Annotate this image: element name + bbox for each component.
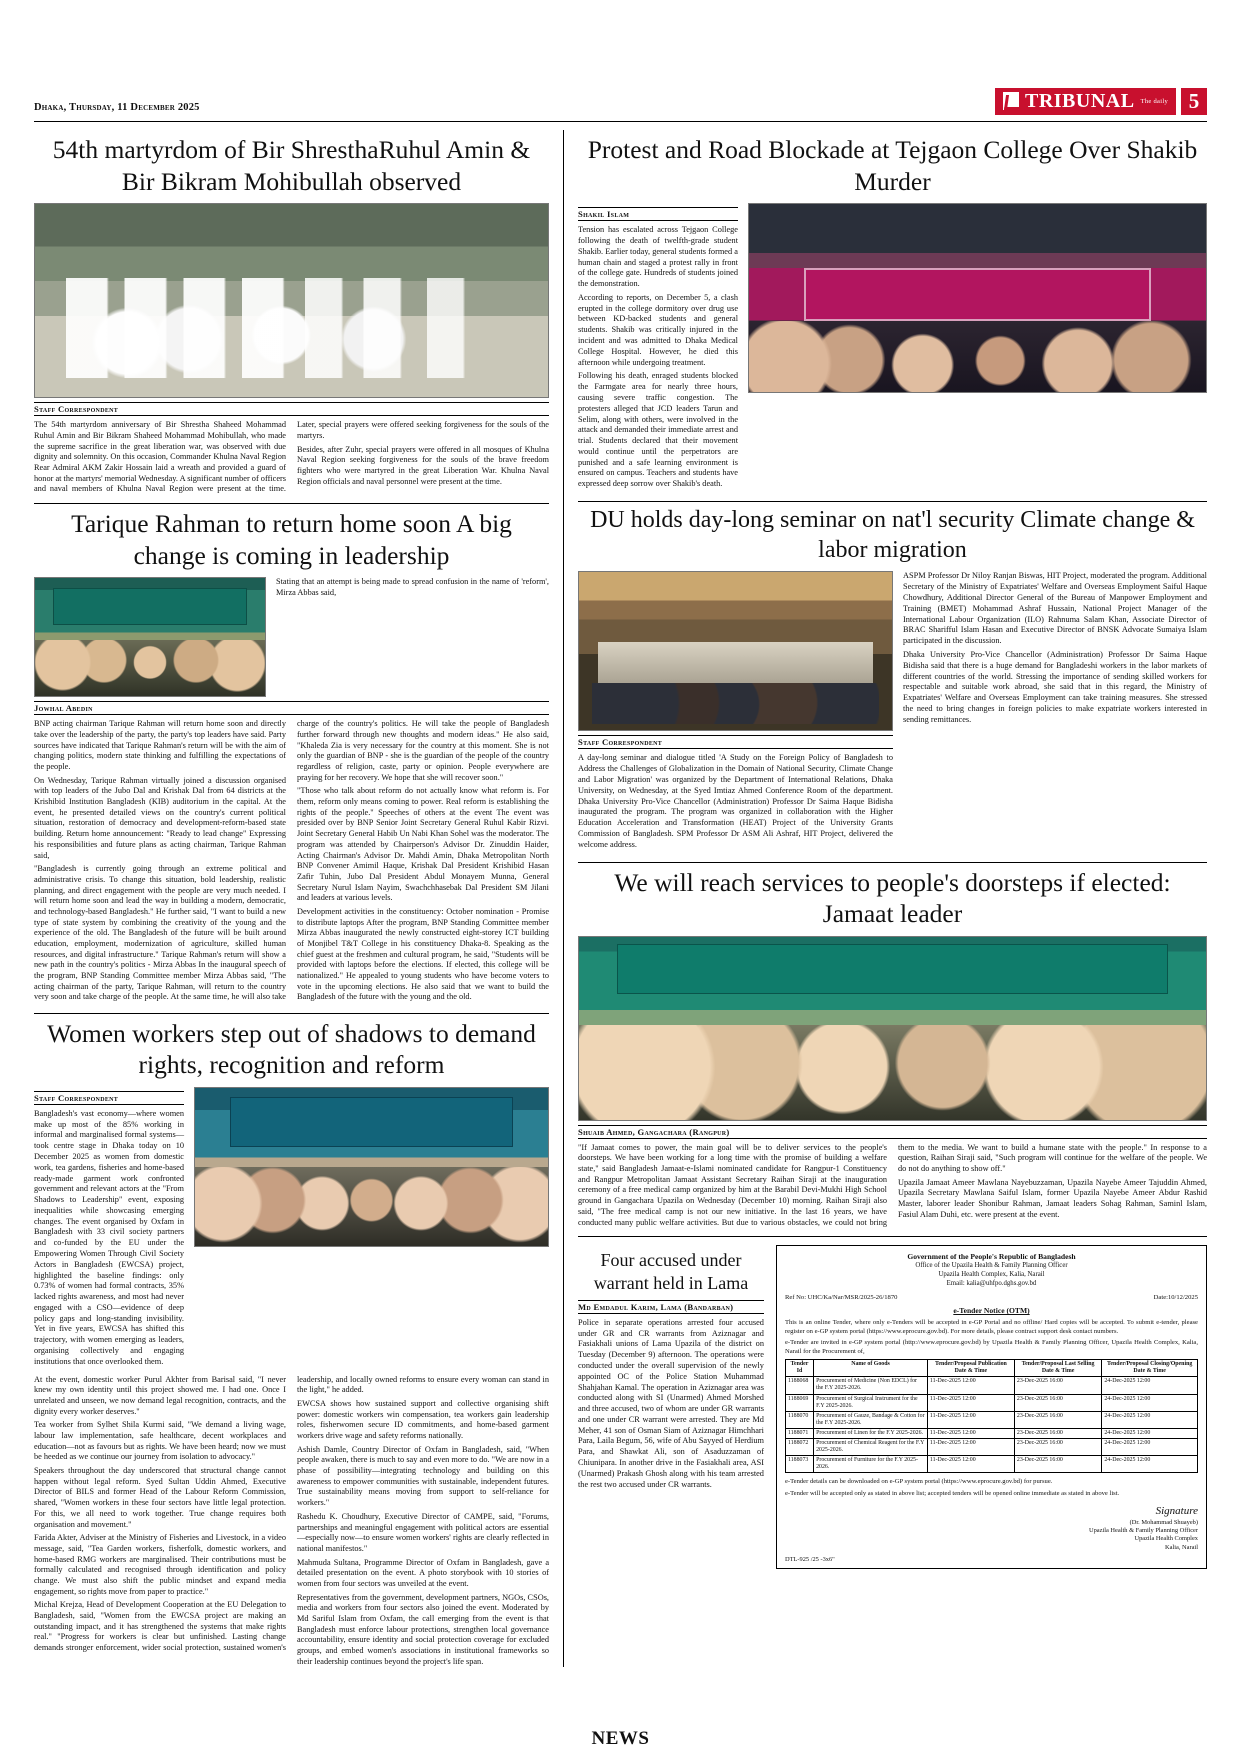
article-lead-text [276, 577, 549, 697]
article-top-block [34, 577, 549, 697]
notice-paragraph-2: e-Tender are invited in e-GP system portal (http://www.eprocure.gov.bd) by Upazila Health & Family Planning Officer, Upazila Health Complex, Kalia, Narail for the Procurement of, [784, 1339, 1198, 1355]
paragraph: Bangladesh's vast economy—where women make up most of the 85% working in informal and marginalised formal systems—took centre stage in Dhaka today on 10 December 2025 as women from domestic work, tea gardens, fisheries and home-based ready-made garment work confronted government and relevant actors at the "From Shadows to Leadership" event, exposing inequalities while showcasing emerging changes. The event organised by Oxfam in Bangladesh with 33 civil society partners and co-funded by the EU under the Empowering Women Through Civil Society Actors in Bangladesh (EWCSA) project, highlighted the baseline findings: only 0.73% of women had formal contracts, 35% lacked rights awareness, and most had never engaged with a CSO—evidence of deep policy gaps and long-standing invisibility. Yet in five years, EWCSA has shifted this trajectory, with women emerging as leaders, organising collectively and engaging institutions that once overlooked them. [34, 1108, 184, 1366]
article-body [34, 420, 549, 495]
cell-closing: 24-Dec-2025 12:00 [1102, 1377, 1198, 1394]
byline: Md Emdadul Karim, Lama (Bandarban) [578, 1300, 764, 1314]
column-header-last-selling: Tender/Proposal Last Selling Date & Time [1014, 1360, 1101, 1377]
paragraph: "Bangladesh is currently going through an extreme political and administrative crisis. To change this situation, bold leadership, realistic planning, and direct engagement with the people are very much needed. I will return home soon and lead the way in building a modern, democratic, and technology-based Bangladesh." He further said, "I want to build a new type of state system by combining the creativity of the young and the experience of the old. The Bangladesh of the future will be built around education, employment, modernization of agriculture, skilled human resources, and digital infrastructure." Tarique Rahman's return will show a new path in the country's politics - Mirza Abbas In the inaugural speech of the program, BNP Standing Committee member Mirza Abbas said, "The acting chairman of the party, Tarique Rahman, will return to the country very soon and take charge of the people. At the same time, he will also take charge of the country's politics. He will take the people of Bangladesh further forward through new thoughts and modern ideas." He also said, "Khaleda Zia is very necessary for the country at this moment. She is not only the guardian of BNP - she is the guardian of the people of the country regardless of religion, caste, party or opinion. People everywhere are praying for her recovery. We hope that she will recover soon." [34, 719, 549, 1002]
cell-publication: 11-Dec-2025 12:00 [927, 1411, 1014, 1428]
column-header-tender-id: Tender Id [785, 1360, 813, 1377]
cell-goods: Procurement of Surgical Instrument for the F.Y 2025-2026. [814, 1394, 928, 1411]
photo-seminar-conference-room [578, 571, 893, 731]
article-top-block [578, 571, 1207, 853]
cell-last-selling: 23-Dec-2025 16:00 [1014, 1411, 1101, 1428]
byline: Staff Correspondent [578, 735, 893, 749]
cell-last-selling: 23-Dec-2025 16:00 [1014, 1438, 1101, 1455]
tender-table [785, 1359, 1198, 1473]
paragraph: Upazila Jamaat Ameer Mawlana Nayebuzzaman, Upazila Nayebe Ameer Tajuddin Ahmed, Upazila Secretary Mawlana Saiful Islam, former Upazila Nayebe Ameer Abdur Rashid Master, laborer leader Shonibur Rahman, Jamaat leaders Sohag Rahman, Saminl Islam, Fasiul Alam Duhi, etc. were present at the event. [898, 1177, 1207, 1219]
paragraph: EWCSA shows how sustained support and collective organising shift power: domestic workers win compensation, tea workers gain leadership roles, fisherwomen secure ID commitments, and home-based garment workers drive wage and safety reforms nationally. [297, 1398, 549, 1441]
article-lama-arrests [578, 1245, 764, 1569]
paragraph: ASPM Professor Dr Niloy Ranjan Biswas, HIT Project, moderated the program. Additional Secretary of the Ministry of Expatriates' Welfare and Overseas Employment Saiful Haque Chowdhury, Additional Director General of the Bureau of Manpower Employment and Training (BMET) Mohammad Ashraf Hussain, National Project Manager of the International Labour Organization (ILO) Rahnuma Salam Khan, Associate Director of BRAC Sharifful Islam Hasan and Executive Director of BNSK Advocate Sumaiya Islam participated in the discussion. [903, 571, 1207, 646]
paragraph: Mahmuda Sultana, Programme Director of Oxfam in Bangladesh, gave a detailed presentation on the event. A photo storybook with 10 stories of women from four sectors was unveiled at the event. [297, 1557, 549, 1588]
signatory-title-1: Upazila Health & Family Planning Officer [1088, 1527, 1198, 1534]
cell-closing: 24-Dec-2025 12:00 [1102, 1411, 1198, 1428]
notice-date: Date:10/12/2025 [1153, 1293, 1198, 1301]
divider [34, 1013, 549, 1014]
cell-publication: 11-Dec-2025 12:00 [927, 1394, 1014, 1411]
paragraph: "Those who talk about reform do not actually know what reform is. For them, reform only means coming to power. Real reform is establishing the rights of the people." Speeches of others at the event The event was presided over by BNP Senior Joint Secretary General Ruhul Kabir Rizvi. Joint Secretary General Habib Un Nabi Khan Sohel was the moderator. The program was attended by Chairperson's Advisor Dr. Zinuddin Haider, Acting Chairman's Advisor Dr. Mahdi Amin, Dhaka Metropolitan North BNP Convener Amimil Haque, Krishak Dal President Krishibid Hasan Zafir Tuhin, Jubo Dal President Abdul Monayem Munna, General Secretary Nurul Islam Nayim, Swachchhasebak Dal President SM Jilani and leaders at various levels. [297, 786, 549, 903]
paragraph: According to reports, on December 5, a clash erupted in the college dormitory over drug use between KD-backed students and general students. Shakib was critically injured in the incident and was admitted to Dhaka Medical College Hospital. However, he died this afternoon while undergoing treatment. [578, 292, 738, 367]
cell-last-selling: 23-Dec-2025 16:00 [1014, 1394, 1101, 1411]
ref-date-row [785, 1294, 1198, 1303]
signatory-title-3: Kalia, Narail [1164, 1543, 1198, 1551]
article-lead-text [578, 203, 738, 493]
paragraph: Police in separate operations arrested four accused under GR and CR warrants from Aziznagar and Fasiakhali unions of Lama Upazila of the district on Tuesday (December 9) afternoon. The operations were conducted under the overall supervision of the newly appointed OC of the Police Station Muhammad Shahjahan Kamal. The operation in Aziznagar area was conducted along with SI (Unarmed) Ahmed Morshed and three accused, two of whom are under GR warrants and one under CR warrant were arrested. They are Md Meher, 41 son of Osman Siam of Aziznagar Himchhari Para, Laila Begum, 56, wife of Abu Sayyed of Herdium Para, and Shawkat Ali, son of Asaduzzaman of Chiunipara. In another drive in the Fasiakhali area, ASI (Unarmed) Prakash Ghosh along with his team arrested the rest two accused under CR warrants. [578, 1317, 764, 1489]
headline: Tarique Rahman to return home soon A big change is coming in leadership [71, 509, 512, 570]
article-lead-text [34, 1087, 184, 1371]
handwritten-signature: Signature [1155, 1505, 1198, 1518]
table-row [785, 1456, 1197, 1473]
masthead-logo-group [995, 88, 1207, 115]
divider [578, 1236, 1207, 1237]
office-line-1: Office of the Upazila Health & Family Planning Officer [915, 1262, 1068, 1270]
byline: Jowhal Abedin [34, 701, 549, 715]
cell-publication: 11-Dec-2025 12:00 [927, 1428, 1014, 1438]
byline: Staff Correspondent [34, 402, 549, 416]
tender-notice-advertisement [776, 1245, 1207, 1569]
paragraph: Following his death, enraged students blocked the Farmgate area for nearly three hours, causing severe traffic congestion. The protesters alleged that JCD leaders Tarun and Selim, along with others, were involved in the attack and demanded their immediate arrest and trial. Students declared that their movement would continue until the perpetrators are punished and a safe learning environment is ensured on campus. Teachers and students have expressed deep sorrow over Shakib's death. [578, 371, 738, 489]
article-tarique-rahman [34, 508, 549, 1005]
paragraph: Tension has escalated across Tejgaon College following the death of twelfth-grade student Shakib. Earlier today, general students formed a human chain and staged a protest rally in front of the college gate. Hundreds of students joined the demonstration. [578, 225, 738, 289]
signature-block [785, 1504, 1198, 1552]
lead-paragraph-wrap [578, 225, 738, 490]
article-du-seminar [578, 506, 1207, 854]
gov-header: Government of the People's Republic of Bangladesh [907, 1252, 1076, 1262]
notice-footnote-2: e-Tender will be accepted only as stated in above list; accepted tenders will be opened online immediate as stated in above list. [784, 1489, 1120, 1497]
cell-tender-id: 1188070 [785, 1411, 813, 1428]
logo-wordmark: TRIBUNAL [1024, 90, 1135, 112]
photo-and-byline [578, 571, 893, 853]
article-women-workers [34, 1018, 549, 1668]
notice-paragraph-1: This is an online Tender, where only e-Tenders will be accepted in e-GP Portal and no offline/ Hard copies will be accepted. To submit e-tender, please register on e-GP system portal (https://www.eprocure.gov.bd). For more details, please contract support desk contact numbers. [784, 1318, 1198, 1335]
masthead-section-title: NEWS [591, 1728, 650, 1749]
divider [578, 501, 1207, 502]
paragraph: At the event, domestic worker Purul Akhter from Barisal said, "I never knew my own identity until this project showed me. I had one. Once I unrelated and unseen, we now demand legal recognition, contracts, and the dignity every worker deserves." [34, 1374, 286, 1416]
table-row [785, 1377, 1197, 1394]
left-column [34, 130, 564, 1667]
article-body [578, 1318, 764, 1491]
cell-goods: Procurement of Medicine (Non EDCL) for the F.Y 2025-2026. [814, 1377, 928, 1394]
photo-bnp-discussion-event [34, 577, 266, 697]
photo-women-workers-event [194, 1087, 549, 1247]
paragraph: On Wednesday, Tarique Rahman virtually joined a discussion organised with top leaders of the Jubo Dal and Krishak Dal from 64 districts at the Krishibid Institution Bangladesh (KIB) auditorium in the capital. At the event, he presented detailed views on the country's current political situation, restoration of democracy and development-reform-based state building. Return home announcement: "Ready to lead change" Expressing his responsibilities and future plans as acting chairman, Tarique Rahman said, [34, 775, 286, 860]
column-header-publication: Tender/Proposal Publication Date & Time [927, 1360, 1014, 1377]
photo-jamaat-medical-camp [578, 936, 1207, 1121]
divider [34, 503, 549, 504]
table-row [785, 1428, 1197, 1438]
page-number: 5 [1181, 88, 1207, 115]
headline: We will reach services to people's doorsteps if elected: Jamaat leader [614, 867, 1171, 929]
article-jamaat-leader [578, 867, 1207, 1229]
cell-closing: 24-Dec-2025 12:00 [1102, 1456, 1198, 1473]
paragraph: Development activities in the constituency: October nomination - Promise to distribute laptops After the program, BNP Standing Committee member Mirza Abbas inaugurated the newly constructed eight-storey ICT building of Monjibel T&T College in his constituency Dhaka-8. Speaking as the chief guest at the freshmen and cultural program, he said, "Students will be provided with laptops before the elections. If elected, this college will be nationalized." He appealed to young students who have become voters to vote in the upcoming elections. He also said that we want to build the Bangladesh of the future with the young and the old. [297, 906, 549, 1002]
page-title: 54th martyrdom of Bir ShresthaRuhul Amin & Bir Bikram Mohibullah observed [52, 135, 531, 196]
cell-last-selling: 23-Dec-2025 16:00 [1014, 1377, 1101, 1394]
table-row [785, 1394, 1197, 1411]
cell-goods: Procurement of Furniture for the F.Y 2025-2026. [814, 1456, 928, 1473]
office-email: Email: kalia@uhfpo.dghs.gov.bd [946, 1279, 1037, 1287]
paragraph: Speakers throughout the day underscored that structural change cannot happen without legal reform. Syed Sultan Uddin Ahmed, Executive Director of BILS and former Head of the Labour Reform Commission, shared, "Women workers in these four sectors have little legal protection. For this, we all need to work together. True change requires both organisation and movement." [34, 1466, 286, 1529]
paragraph: "If Jamaat comes to power, the main goal will be to deliver services to the people's doorsteps. We have been working for a long time with the promise of building a welfare state," said Bangladesh Jamaat-e-Islami nominated candidate for Rangpur-1 Constituency and Rangpur Metropolitan Jamaat Assistant Secretary Raihan Siraji at the inauguration ceremony of a free medical camp organized by him at the Barabil Devi-Mukhi High School ground in Gangachara Upazila on Wednesday (December 10) morning. Raihan Siraji also said, "The free medical camp is not our new initiative. In the last 16 years, we have conducted many public welfare activities. But due to various obstacles, we could not bring them to the media. We want to build a humane state with the people." In response to a question, Raihan Siraji said, "Such program will continue for the welfare of the people. We do not do anything to show off." [578, 1142, 1207, 1227]
paragraph: Michal Krejza, Head of Development Cooperation at the EU Delegation to Bangladesh, said, "Women from the EWCSA project are making an outstanding impact, and it has strengthened the systems that make rights real." "Progress for workers is clear but unfinished. Lasting change demands stronger enforcement, wider social protection, sustained women's leadership, and locally owned reforms to ensure every woman can stand in the light," he added. [34, 1374, 549, 1653]
notice-footnote-1: e-Tender details can be downloaded on e-GP system portal (https://www.eprocure.gov.bd) for pursue. [784, 1478, 1053, 1486]
cell-closing: 24-Dec-2025 12:00 [1102, 1438, 1198, 1455]
byline: Staff Correspondent [34, 1091, 184, 1105]
byline: Shakil Islam [578, 207, 738, 221]
right-column [564, 130, 1207, 1667]
paragraph: The 54th martyrdom anniversary of Bir Shrestha Shaheed Mohammad Ruhul Amin and Bir Bikram Shaheed Mohammad Mohibullah, who made the supreme sacrifice in the great liberation war, was observed with due dignity and solemnity. On this occasion, Commander Khulna Naval Region Rear Admiral AKM Zakir Hossain laid a wreath and provided a guard of honor at the martyrs' memorial Wednesday. A significant number of officers and naval members of Khulna Naval Region were present at the time. Later, special prayers were offered seeking forgiveness for the souls of the martyrs. [34, 420, 549, 494]
paragraph: Representatives from the government, development partners, NGOs, CSOs, media and workers from four sectors also joined the event. Moderated by Md Sariful Islam from Oxfam, the call emerging from the event is that Bangladesh must enforce labour protections, strengthen local governance accountability, ensure identity and social protection coverage for excluded groups, and embed women's associations in institutional frameworks so their leadership continues beyond the project's life span. [297, 1592, 549, 1666]
article-body [34, 719, 549, 1004]
paragraph: Besides, after Zuhr, special prayers were offered in all mosques of Khulna Naval Region seeking forgiveness for the souls of the brave freedom fighters who were martyred in the great Liberation War. Khulna Naval Region officials and naval personnel were present at the time. [297, 444, 549, 486]
signatory-title-2: Upazila Health Complex [1134, 1535, 1198, 1543]
paragraph: Dhaka University Pro-Vice Chancellor (Administration) Professor Dr Saima Haque Bidisha said that there is a huge demand for Bangladeshi workers in the labor markets of different countries of the world. Stressing the importance of sending skilled workers for respectable and suitable work abroad, she said that in this regard, the Ministry of Expatriates' Welfare and Overseas Employment can take training measures. She stressed the need to bring changes in foreign policies to make expatriate workers interested in sending remittances. [903, 649, 1207, 724]
headline: Four accused under warrant held in Lama [593, 1250, 749, 1293]
byline: Shuaib Ahmed, Gangachara (Rangpur) [578, 1125, 1207, 1139]
paragraph: A day-long seminar and dialogue titled 'A Study on the Foreign Policy of Bangladesh to Address the Challenges of Globalization in the Domain of National Security, Climate Change and Labor Migration' was organized by the Department of International Relations, Dhaka University, on Wednesday, at the Syed Imtiaz Ahmed Conference Room of the department. Dhaka University Pro-Vice Chancellor (Administration) Professor Dr Saima Haque Bidisha inaugurated the program. The program was organized in collaboration with the Higher Education Acceleration and Transformation (HEAT) Project of the University Grants Commission of Bangladesh. SPM Professor Dr ASM Ali Ashraf, HIT Project, delivered the welcome address. [578, 753, 893, 849]
masthead-date: Dhaka, Thursday, 11 December 2025 [34, 102, 200, 113]
paragraph: Rashedu K. Choudhury, Executive Director of CAMPE, said, "Forums, partnerships and meaningful engagement with political actors are essential—especially now—to ensure women workers' rights are clearly reflected in national manifestos." [297, 1511, 549, 1553]
article-tejgaon-protest [578, 134, 1207, 493]
cell-goods: Procurement of Chemical Reagent for the F.Y 2025-2026. [814, 1438, 928, 1455]
photo-naval-guard-of-honor [34, 203, 549, 398]
cell-last-selling: 23-Dec-2025 16:00 [1014, 1428, 1101, 1438]
cell-publication: 11-Dec-2025 12:00 [927, 1438, 1014, 1455]
cell-tender-id: 1188071 [785, 1428, 813, 1438]
paragraph: BNP acting chairman Tarique Rahman will return home soon and directly take over the leadership of the party, the party's top leaders have said. Party sources have indicated that Tarique Rahman's return will be with the aim of changing politics, modern state thinking and fulfilling the expectations of the people. [34, 719, 286, 771]
logo-tagline: The daily [1140, 97, 1168, 105]
paragraph: Ashish Damle, Country Director of Oxfam in Bangladesh, said, "When people awaken, there is much to say and even more to do. "We are now in a phase of possibility—integrating technology and building on this awareness to empower communities with sustainable, independent futures. True sustainability means moving from support to self-reliance for workers." [297, 1444, 549, 1508]
lower-block [578, 1245, 1207, 1569]
cell-publication: 11-Dec-2025 12:00 [927, 1377, 1014, 1394]
flag-icon [1003, 92, 1019, 110]
cell-tender-id: 1188072 [785, 1438, 813, 1455]
cell-goods: Procurement of Linen for the F.Y 2025-2026. [814, 1428, 928, 1438]
cell-tender-id: 1188068 [785, 1377, 813, 1394]
headline: DU holds day-long seminar on nat'l security Climate change & labor migration [590, 506, 1195, 563]
paragraph: Stating that an attempt is being made to spread confusion in the name of 'reform', Mirza Abbas said, [276, 577, 549, 598]
article-body [578, 1143, 1207, 1229]
cell-publication: 11-Dec-2025 12:00 [927, 1456, 1014, 1473]
cell-tender-id: 1188069 [785, 1394, 813, 1411]
cell-goods: Procurement of Gauze, Bandage & Cotton for the F.Y 2025-2026. [814, 1411, 928, 1428]
article-body [34, 1375, 549, 1668]
tribunal-logo[interactable] [995, 88, 1176, 115]
cell-tender-id: 1188073 [785, 1456, 813, 1473]
table-row [785, 1438, 1197, 1455]
divider [578, 862, 1207, 863]
ref-number: Ref No: UHC/Ka/Nar/MSR/2025-26/1870 [784, 1293, 898, 1301]
page-columns [34, 130, 1207, 1667]
table-row [785, 1411, 1197, 1428]
article-side-text [903, 571, 1207, 853]
lead-paragraph-wrap [578, 753, 893, 850]
article-top-block [578, 203, 1207, 493]
column-header-goods: Name of Goods [814, 1360, 928, 1377]
photo-student-protest-banner [748, 203, 1207, 393]
headline: Protest and Road Blockade at Tejgaon College Over Shakib Murder [587, 135, 1198, 196]
article-top-block [34, 1087, 549, 1371]
cell-closing: 24-Dec-2025 12:00 [1102, 1394, 1198, 1411]
headline: Women workers step out of shadows to demand rights, recognition and reform [47, 1018, 536, 1080]
column-header-closing: Tender/Proposal Closing/Opening Date & Time [1102, 1360, 1198, 1377]
lead-paragraph-wrap [34, 1109, 184, 1368]
paragraph: Farida Akter, Adviser at the Ministry of Fisheries and Livestock, in a video message, said, "Tea Garden workers, fisherfolk, domestic workers, and home-based RMG workers are marginalised. Their contributions must be formally calculated and recognised through identification and policy change. We must also shift the public mindset and expand media engagement, so rights move from paper to practice." [34, 1533, 286, 1596]
signatory-name: (Dr. Mohammad Shuayeb) [1129, 1518, 1198, 1526]
notice-title: e-Tender Notice (OTM) [953, 1306, 1030, 1316]
cell-last-selling: 23-Dec-2025 16:00 [1014, 1456, 1101, 1473]
office-line-2: Upazila Health Complex, Kalia, Narail [938, 1270, 1045, 1278]
table-header-row [785, 1360, 1197, 1377]
paragraph: Tea worker from Sylhet Shila Kurmi said, "We demand a living wage, labour law implementation, safe healthcare, decent workplaces and education—not as favours but as rights. We have been heard; now we must be heeded as we continue our journey from isolation to advocacy." [34, 1420, 286, 1462]
cell-closing: 24-Dec-2025 12:00 [1102, 1428, 1198, 1438]
article-martyrdom [34, 134, 549, 495]
ad-code: DTL-925 /25 -3x6" [784, 1555, 835, 1563]
